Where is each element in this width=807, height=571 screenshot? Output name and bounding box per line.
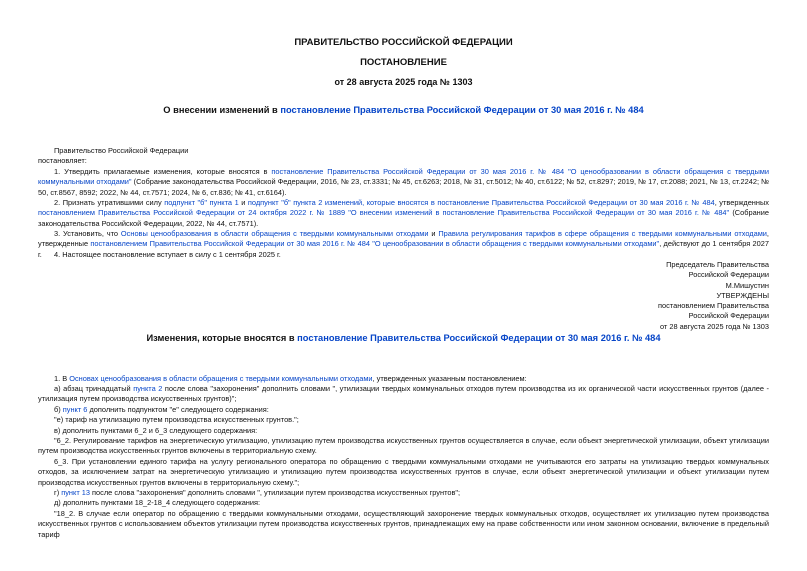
item-2-link-2[interactable]: подпункт "б" пункта 2 изменений, которые вносятся в постановление Правительства Российской Федерации от 30 мая 2016 г. № 484: [247, 198, 715, 207]
item-2-text-approved: , утвержденных: [714, 198, 769, 207]
change-g: [38, 488, 769, 498]
item-2: [38, 198, 769, 229]
item-2-text: 2. Признать утратившими силу: [54, 198, 165, 207]
document-date-number: от 28 августа 2025 года № 1303: [334, 77, 473, 87]
change-b-link[interactable]: пункт 6: [62, 405, 88, 414]
changes-title: [0, 333, 807, 343]
document-title: [0, 105, 807, 115]
change-6-2: "6_2. Регулирование тарифов на энергетическую утилизацию, утилизацию путем производства искусственных грунтов осуществляется в случае, если объект энергетической утилизации, объект утилизации путем производства искусственных грунтов включены в территориальную схему.: [38, 436, 769, 456]
item-3-link-1[interactable]: Основы ценообразования в области обращения с твердыми коммунальными отходами: [120, 229, 429, 238]
approved-country: Российской Федерации: [688, 311, 769, 321]
item-3-text-tail: , действуют до 1 сентября 2027 г.: [38, 239, 769, 259]
item-3-text-and: и: [428, 229, 439, 238]
change-18-2: "18_2. В случае если оператор по обращению с твердыми коммунальными отходами, осуществляющий захоронение твердых коммунальных отходов, осуществляет их утилизацию путем производства искусственных грунтов с использованием объектов утилизации путем производства искусственных грунтов, принадлежащих ему на праве собственности или ином законном основании, включение в предельный тариф: [38, 509, 769, 539]
change-1-text: 1. В: [54, 374, 70, 383]
change-1-tail: , утвержденных указанным постановлением:: [372, 374, 527, 383]
signature-block: [658, 260, 769, 332]
change-a-tail: после слова "захоронения" дополнить словами ", утилизации твердых коммунальных отходов путем производства из их органической части искусственных грунтов (далее - утилизация путем производства искусственных грунтов)";: [38, 384, 770, 404]
approved-date: от 28 августа 2025 года № 1303: [659, 321, 769, 331]
item-4: 4. Настоящее постановление вступает в силу с 1 сентября 2025 г.: [54, 250, 281, 259]
change-g-tail: после слова "захоронения" дополнить словами ", утилизации путем производства искусственных грунтов";: [89, 488, 461, 497]
signature-position: Председатель Правительства: [666, 260, 769, 269]
change-1: [38, 374, 769, 384]
item-2-text-and: и: [238, 198, 248, 207]
change-1-link[interactable]: Основах ценообразования в области обращения с твердыми коммунальными отходами: [69, 374, 373, 383]
document-type-heading: ПОСТАНОВЛЕНИЕ: [360, 57, 447, 68]
change-b: [38, 405, 769, 415]
document-title-prefix: О внесении изменений в: [163, 105, 281, 115]
changes-title-prefix: Изменения, которые вносятся в: [146, 333, 298, 343]
item-3-text: 3. Установить, что: [54, 229, 121, 238]
signature-country: Российской Федерации: [688, 270, 769, 280]
change-a-text: а) абзац тринадцатый: [54, 384, 134, 393]
item-3-text-approved: , утвержденные: [38, 229, 769, 249]
item-3-link-3[interactable]: постановлением Правительства Российской Федерации от 30 мая 2016 г. № 484 "О ценообразовании в области обращения с твердыми коммунальными отходами": [90, 239, 660, 249]
change-g-link[interactable]: пункт 13: [61, 488, 90, 497]
item-1: [38, 167, 769, 198]
item-1-link[interactable]: постановление Правительства Российской Федерации от 30 мая 2016 г. № 484 "О ценообразовании в области обращения с твердыми коммунальными отходами": [38, 167, 769, 187]
change-b-text: б): [54, 405, 63, 414]
change-v: в) дополнить пунктами 6_2 и 6_3 следующего содержания:: [54, 426, 258, 435]
item-2-link-1[interactable]: подпункт "б" пункта 1: [164, 198, 239, 207]
item-1-text: 1. Утвердить прилагаемые изменения, которые вносятся в: [54, 167, 272, 176]
signature-name: М.Мишустин: [725, 280, 769, 290]
change-b-tail: дополнить подпунктом "е" следующего содержания:: [87, 405, 269, 414]
item-3-link-2[interactable]: Правила регулирования тарифов в сфере обращения с твердыми коммунальными отходами: [438, 229, 767, 238]
government-heading: ПРАВИТЕЛЬСТВО РОССИЙСКОЙ ФЕДЕРАЦИИ: [294, 37, 513, 48]
change-b-quote: "е) тариф на утилизацию путем производства искусственных грунтов.";: [54, 415, 299, 424]
item-2-text-tail: (Собрание законодательства Российской Федерации, 2022, № 44, ст.7571).: [38, 208, 769, 228]
change-d: д) дополнить пунктами 18_2-18_4 следующего содержания:: [54, 498, 261, 507]
changes-title-link[interactable]: постановление Правительства Российской Федерации от 30 мая 2016 г. № 484: [297, 333, 661, 343]
item-1-text-tail: (Собрание законодательства Российской Федерации, 2016, № 23, ст.3331; № 45, ст.6263; 2018, № 31, ст.5012; № 40, ст.6122; № 52, ст.8297; 2019, № 17, ст.2088; 2021, № 13, ст.2242; № 50, ст.8567, 8592; 2022, № 44, ст.7571; 2024, № 6, ст.836; № 41, ст.6164).: [38, 177, 769, 197]
document-title-link[interactable]: постановление Правительства Российской Федерации от 30 мая 2016 г. № 484: [280, 105, 644, 115]
item-2-link-3[interactable]: постановлением Правительства Российской Федерации от 24 октября 2022 г. № 1889 "О внесении изменений в постановление Правительства Российской Федерации от 30 мая 2016 г. № 484": [38, 208, 730, 218]
approved-label: УТВЕРЖДЕНЫ: [716, 290, 769, 300]
change-a: [38, 384, 769, 405]
intro-line-1: Правительство Российской Федерации: [54, 146, 189, 155]
change-g-text: г): [54, 488, 62, 497]
intro-line-2: постановляет:: [38, 156, 87, 165]
change-a-link[interactable]: пункта 2: [133, 384, 163, 393]
approved-by: постановлением Правительства: [658, 301, 769, 311]
change-6-3: 6_3. При установлении единого тарифа на услугу регионального оператора по обращению с твердыми коммунальными отходами не учитываются его затраты на утилизацию твердых коммунальных отходов, за исключением затрат на энергетическую утилизацию и утилизацию путем производства искусственных грунтов в случае, если объект энергетической утилизации и объект утилизации путем производства искусственных грунтов включены в территориальную схему.";: [38, 457, 769, 487]
